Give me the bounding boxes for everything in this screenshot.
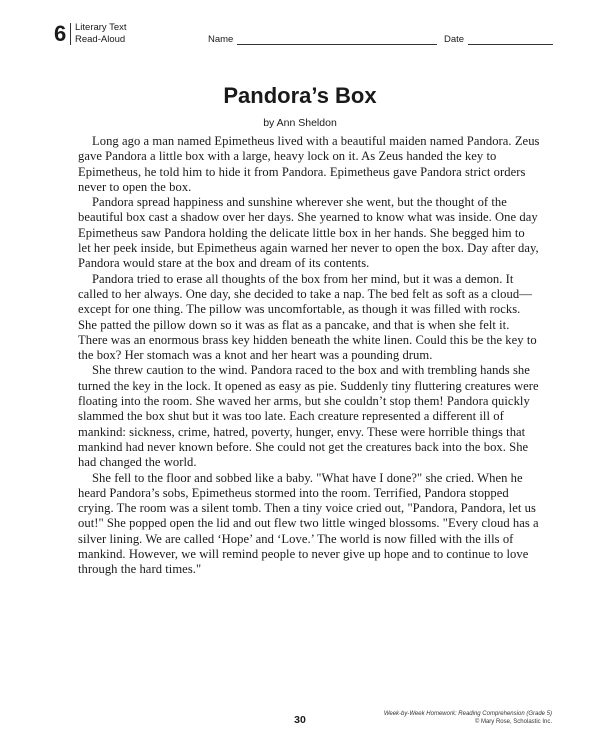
date-field[interactable] xyxy=(444,34,553,45)
section-label xyxy=(75,22,127,45)
section-label-line2: Read-Aloud xyxy=(75,33,126,45)
header-divider xyxy=(70,23,71,45)
story-paragraph: Pandora spread happiness and sunshine wherever she went, but the thought of the beautiful box cast a shadow over her days. She yearned to know what was inside. One day Epimetheus saw Pandora holding the delicate little box in her hands. She begged him to let her peek inside, but Epimetheus again warned her never to open the box. Day after day, Pandora would stare at the box and dream of its contents. xyxy=(78,195,539,271)
story-paragraph: Long ago a man named Epimetheus lived with a beautiful maiden named Pandora. Zeus gave Pandora a little box with a large, heavy lock on it. As Zeus handed the key to Epimetheus, he told him to hide it from Pandora. Epimetheus gave Pandora strict orders never to open the box. xyxy=(78,134,540,194)
page-number: 30 xyxy=(294,714,306,726)
story-body xyxy=(78,134,540,578)
copyright-notice: © Mary Rose, Scholastic Inc. xyxy=(474,718,552,725)
worksheet-header xyxy=(54,22,552,46)
section-label-line1: Literary Text xyxy=(75,22,127,33)
story-byline: by Ann Sheldon xyxy=(263,117,337,129)
story-paragraph: She fell to the floor and sobbed like a baby. "What have I done?" she cried. When he heard Pandora’s sobs, Epimetheus stormed into the room. Terrified, Pandora stopped crying. The room was a silent tomb. Then a tiny voice cried out, "Pandora, Pandora, let us out!" She popped open the lid and out flew two little winged blossoms. "Every cloud has a silver lining. We are called ‘Hope’ and ‘Love.’ The world is now filled with the ills of mankind. However, we will remind people to never give up hope and to continue to love through the hard times." xyxy=(78,470,539,577)
footer-credit xyxy=(384,711,552,726)
story-title: Pandora’s Box xyxy=(223,83,377,108)
date-label: Date xyxy=(444,34,465,45)
date-blank-line[interactable] xyxy=(468,35,553,45)
name-field[interactable] xyxy=(208,34,437,45)
name-blank-line[interactable] xyxy=(237,35,437,45)
book-title: Week-by-Week Homework: Reading Comprehension (Grade 5) xyxy=(383,711,552,717)
story-paragraph: Pandora tried to erase all thoughts of the box from her mind, but it was a demon. It called to her always. One day, she decided to take a nap. The bed felt as soft as a cloud—except for one thing. The pillow was uncomfortable, as though it was filled with rocks. She patted the pillow down so it was as flat as a pancake, and that is when she felt it. There was an enormous brass key hidden beneath the white linen. Could this be the key to the box? Her stomach was a knot and her heart was a pounding drum. xyxy=(78,271,537,363)
name-label: Name xyxy=(208,34,234,45)
week-number: 6 xyxy=(54,21,67,46)
story-paragraph: She threw caution to the wind. Pandora raced to the box and with trembling hands she turned the key in the lock. It opened as easy as pie. Suddenly tiny fluttering creatures were floating into the room. She waved her arms, but she couldn’t stop them! Pandora quickly slammed the box shut but it was too late. Each creature represented a different ill of mankind: sickness, crime, hatred, poverty, hunger, envy. These were horrible things that mankind had never known before. She could not get the creatures back into the box. She had changed the world. xyxy=(78,363,539,470)
